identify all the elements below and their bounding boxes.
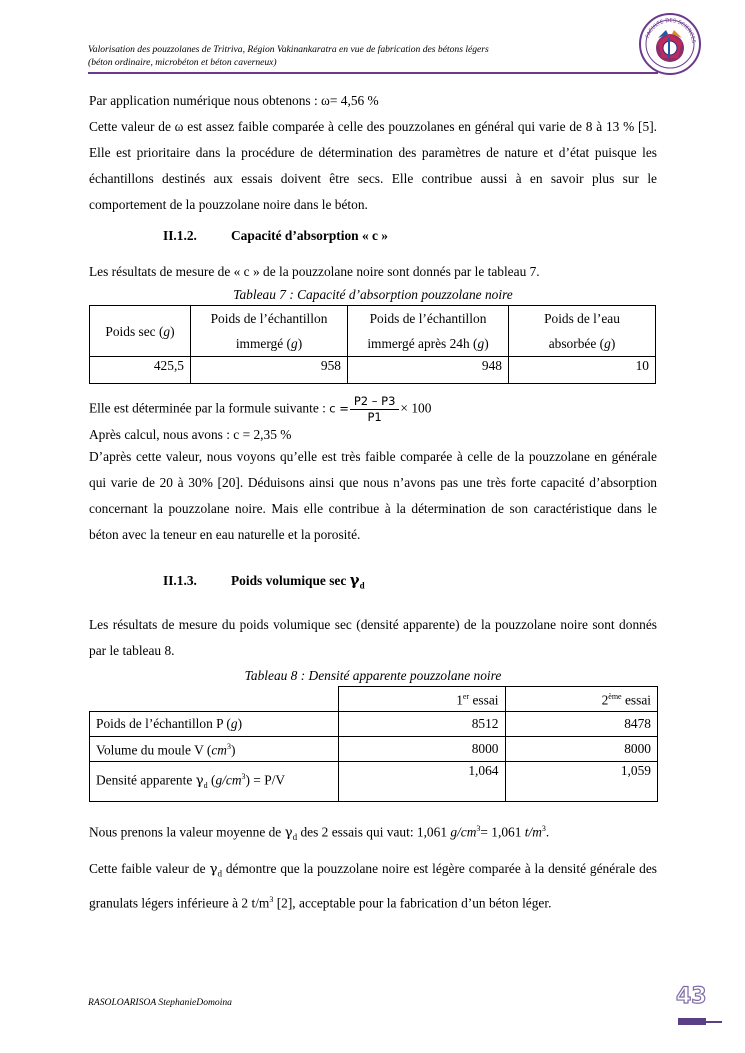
header-trial-1: 1er essai — [338, 686, 505, 711]
cell-immersed-weight: 958 — [191, 357, 348, 384]
header-rule — [88, 72, 658, 74]
paragraph-mean-density: Nous prenons la valeur moyenne de $\gamma_d$ des 2 essais qui vaut: 1,061 $g/cm^3= 1,061$ $t/m^3$. — [89, 823, 550, 842]
header-immersed-weight: Poids de l’échantillon immergé (g) — [191, 306, 348, 357]
paragraph-result-omega: Par application numérique nous obtenons : ω= 4,56 % — [89, 93, 379, 108]
row-label-bulk-density: Densité apparente $\gamma_d$ $(g/cm^3) = P/V$ — [90, 761, 339, 801]
logo-text: FACULTE DES SCIENCES — [644, 17, 697, 44]
header-line-1: Valorisation des pouzzolanes de Tritriva, Région Vakinankaratra en vue de fabrication des bétons légers — [88, 44, 489, 55]
cell-value: 8000 — [505, 736, 658, 761]
running-header — [88, 43, 608, 69]
formula-rhs: × 100 — [400, 400, 432, 416]
section-number: II.1.3. — [163, 573, 197, 588]
formula-lhs: c = — [329, 401, 349, 416]
row-label-sample-weight: Poids de l’échantillon P (g) — [90, 711, 339, 736]
paragraph-omega-discussion: Cette valeur de ω est assez faible comparée à celle des pouzzolanes en général qui varie de 8 à 13 % [5]. Elle est prioritaire dans la procédure de détermination des paramètres de nature et d’état puisque les échantillons destinés aux essais doivent être secs. Elle contribue aussi à en savoir plus sur le comportement de la pouzzolane noire dans le béton. — [89, 119, 657, 212]
paragraph-table7-intro: Les résultats de mesure de « c » de la pouzzolane noire sont donnés par le tableau 7. — [89, 264, 540, 279]
table-row — [90, 761, 658, 801]
formula-denominator: P1 — [367, 410, 382, 424]
formula-intro: Elle est déterminée par la formule suivante : — [89, 400, 326, 416]
cell-value: 8512 — [338, 711, 505, 736]
cell-value: 1,064 — [338, 761, 505, 801]
footer-author: RASOLOARISOA StephanieDomoina — [88, 997, 232, 1008]
table-absorption — [89, 305, 656, 384]
formula-numerator: P2 – P3 — [350, 394, 400, 410]
section-number: II.1.2. — [163, 228, 197, 243]
header-line-2: (béton ordinaire, microbéton et béton caverneux) — [88, 57, 277, 68]
page-number: 43 — [676, 984, 707, 1009]
paragraph-table8-intro: Les résultats de mesure du poids volumique sec (densité apparente) de la pouzzolane noire sont donnés par le tableau 8. — [89, 616, 657, 658]
page-number-bar — [678, 1018, 706, 1025]
cell-value: 8478 — [505, 711, 658, 736]
paragraph-c-discussion: D’après cette valeur, nous voyons qu’elle est très faible comparée à celle de la pouzzolane en générale qui varie de 20 à 30% [20]. Déduisons ainsi que nous n’avons pas une très forte capacité d’absorption concernant la pouzzolane noire. Mais elle contribue à la détermination de son caractéristique dans le béton avec la teneur en eau naturelle et la porosité. — [89, 449, 657, 542]
section-heading-ii-1-3: II.1.3. Poids volumique $\sec \gamma_d$ — [163, 567, 657, 599]
table-row — [90, 736, 658, 761]
cell-absorbed-water: 10 — [509, 357, 656, 384]
table-header-row — [90, 686, 658, 711]
paragraph-density-discussion: Cette faible valeur de $\gamma_d$ démontre que la pouzzolane noire est légère comparée à la densité générale des granulats légers inférieure à 2 $t/m^3$ [2], acceptable pour la fabrication d’un béton léger. — [89, 860, 658, 911]
header-dry-weight: Poids sec (g) — [90, 306, 191, 357]
cell-dry-weight: 425,5 — [90, 357, 191, 384]
table-density — [89, 686, 658, 802]
header-trial-2: 2ème essai — [505, 686, 658, 711]
formula-fraction — [350, 394, 400, 425]
table-header-row — [90, 306, 656, 357]
faculty-logo — [638, 12, 702, 76]
table-row — [90, 357, 656, 384]
header-absorbed-water: Poids de l’eau absorbée (g) — [509, 306, 656, 357]
page-body — [89, 88, 657, 916]
section-title: Capacité d’absorption « c » — [231, 228, 388, 243]
cell-value: 1,059 — [505, 761, 658, 801]
cell-value: 8000 — [338, 736, 505, 761]
page-number-bar-tail — [706, 1021, 722, 1023]
table-row — [90, 711, 658, 736]
formula-line — [89, 394, 657, 425]
header-immersed-24h-weight: Poids de l’échantillon immergé après 24h (g) — [348, 306, 509, 357]
table8-caption: Tableau 8 : Densité apparente pouzzolane noire — [244, 667, 502, 683]
section-title: Poids volumique sec — [231, 573, 350, 588]
table7-caption: Tableau 7 : Capacité d’absorption pouzzolane noire — [233, 287, 513, 302]
section-heading-ii-1-2 — [163, 223, 657, 249]
cell-immersed-24h-weight: 948 — [348, 357, 509, 384]
paragraph-c-result: Après calcul, nous avons : c = 2,35 % — [89, 427, 292, 442]
row-label-mould-volume: Volume du moule V $(cm^3)$ — [90, 736, 339, 761]
